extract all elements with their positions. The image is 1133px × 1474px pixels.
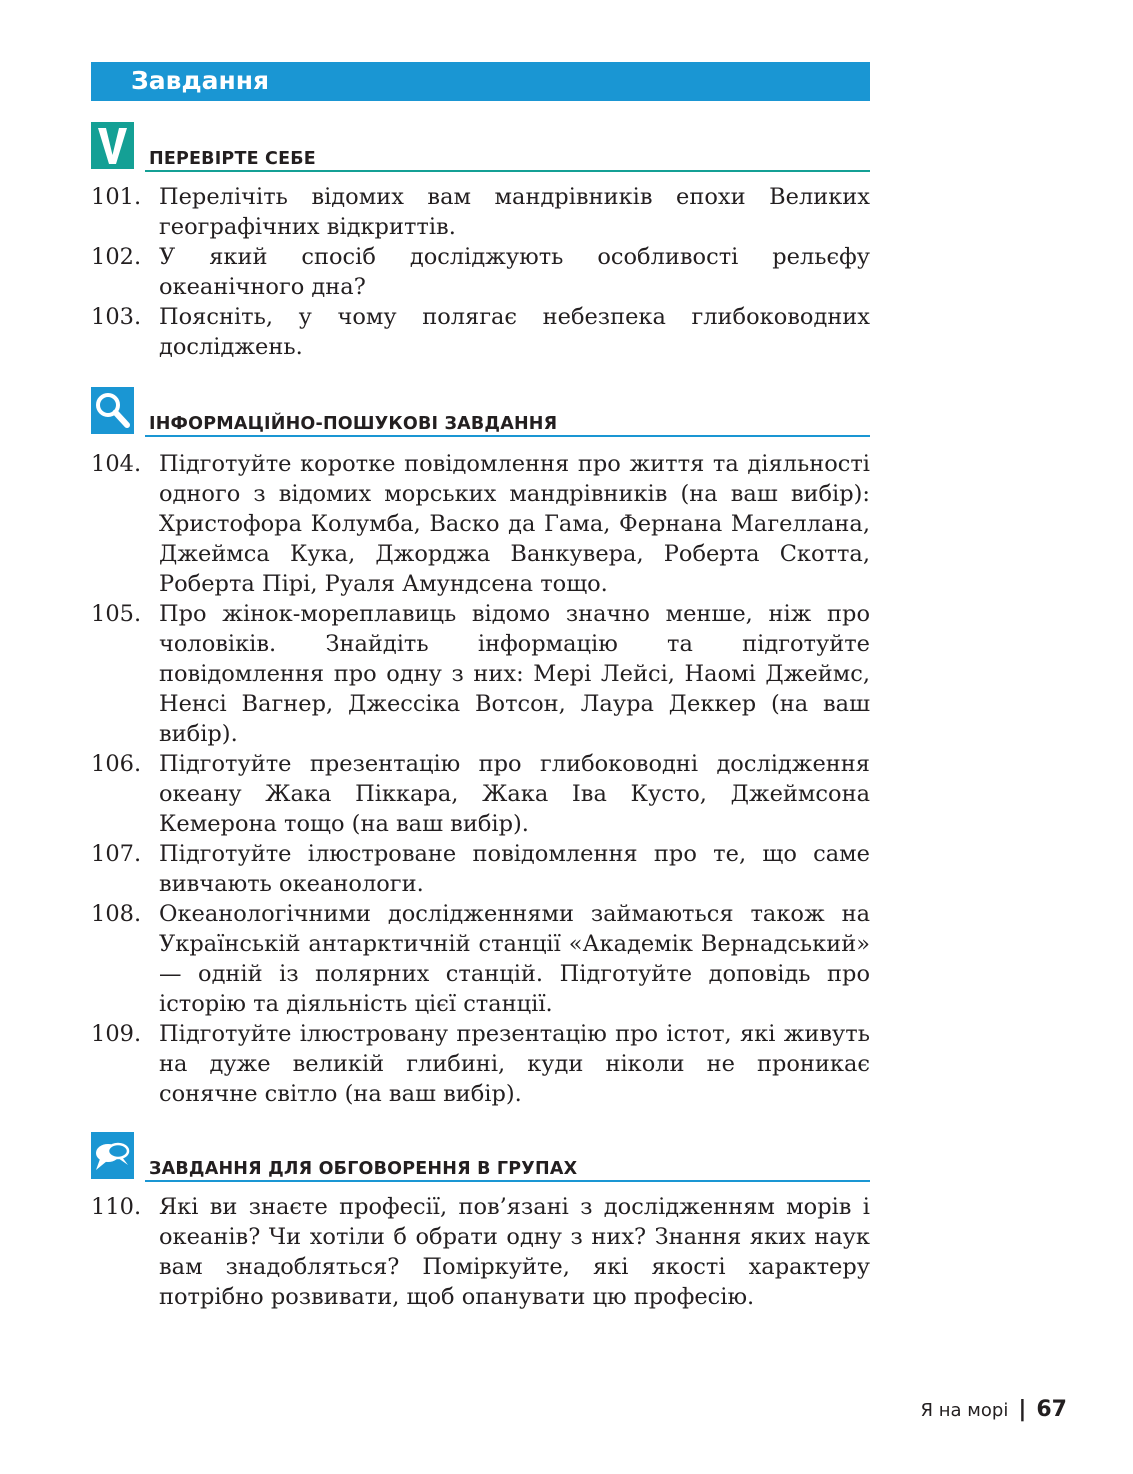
task-item bbox=[91, 599, 870, 749]
task-number: 107. bbox=[91, 841, 142, 867]
task-number: 105. bbox=[91, 601, 142, 627]
section-header bbox=[91, 122, 870, 172]
section-divider bbox=[145, 435, 870, 437]
footer-separator: | bbox=[1018, 1397, 1027, 1422]
task-item bbox=[91, 182, 870, 242]
task-item bbox=[91, 1019, 870, 1109]
task-text: Підготуйте презентацію про глибоководні дослідження океану Жака Піккара, Жака Іва Кусто, Джеймсона Кемерона тощо (на ваш вибір). bbox=[159, 751, 870, 837]
banner-title: Завдання bbox=[131, 66, 270, 95]
task-text: Підготуйте коротке повідомлення про життя та діяльності одного з відомих морських мандрівників (на ваш вибір): Христофора Колумба, Васко да Гама, Фернана Магеллана, Джеймса Кука, Джорджа Ванкувера, Роберта Скотта, Роберта Пірі, Руаля Амундсена тощо. bbox=[159, 451, 870, 597]
section-title: ІНФОРМАЦІЙНО-ПОШУКОВІ ЗАВДАННЯ bbox=[149, 414, 558, 434]
task-number: 104. bbox=[91, 451, 142, 477]
task-number: 108. bbox=[91, 901, 142, 927]
section-header bbox=[91, 1132, 870, 1182]
section-group-discussion bbox=[91, 1132, 870, 1312]
task-item bbox=[91, 839, 870, 899]
task-item bbox=[91, 449, 870, 599]
task-item bbox=[91, 1192, 870, 1312]
section-divider bbox=[145, 1180, 870, 1182]
task-number: 101. bbox=[91, 184, 142, 210]
task-text: Підготуйте ілюстроване повідомлення про те, що саме вивчають океанологи. bbox=[159, 841, 870, 897]
task-text: Які ви знаєте професії, пов’язані з дослідженням морів і океанів? Чи хотіли б обрати одну з них? Знання яких наук вам знадобляться? Поміркуйте, які якості характеру потрібно розвивати, щоб опанувати цю професію. bbox=[159, 1194, 870, 1310]
checkmark-icon bbox=[91, 122, 134, 169]
speech-bubbles-icon bbox=[91, 1132, 134, 1179]
tasks-banner bbox=[91, 62, 870, 101]
task-number: 109. bbox=[91, 1021, 142, 1047]
section-check-yourself bbox=[91, 122, 870, 362]
page-footer bbox=[921, 1397, 1067, 1422]
task-number: 102. bbox=[91, 244, 142, 270]
task-text: Океанологічними дослідженнями займаються також на Українській антарктичній станції «Академік Вернадський» — одній із полярних станцій. Підготуйте доповідь про історію та діяльність цієї станції. bbox=[159, 901, 870, 1017]
section-research-tasks bbox=[91, 387, 870, 1109]
task-text: Перелічіть відомих вам мандрівників епохи Великих географічних відкриттів. bbox=[159, 184, 870, 240]
task-item bbox=[91, 749, 870, 839]
section-header bbox=[91, 387, 870, 437]
task-number: 110. bbox=[91, 1194, 142, 1220]
magnifier-icon bbox=[91, 387, 134, 434]
task-number: 103. bbox=[91, 304, 142, 330]
task-text: Поясніть, у чому полягає небезпека глибоководних досліджень. bbox=[159, 304, 870, 360]
chapter-label: Я на морі bbox=[920, 1400, 1009, 1421]
task-text: Підготуйте ілюстровану презентацію про істот, які живуть на дуже великій глибині, куди ніколи не проникає сонячне світло (на ваш вибір). bbox=[159, 1021, 870, 1107]
task-item bbox=[91, 302, 870, 362]
task-number: 106. bbox=[91, 751, 142, 777]
section-title: ПЕРЕВІРТЕ СЕБЕ bbox=[149, 149, 316, 169]
page-number: 67 bbox=[1036, 1397, 1067, 1422]
task-item bbox=[91, 242, 870, 302]
section-divider bbox=[145, 170, 870, 172]
section-title: ЗАВДАННЯ ДЛЯ ОБГОВОРЕННЯ В ГРУПАХ bbox=[149, 1159, 578, 1179]
task-text: Про жінок-мореплавиць відомо значно менше, ніж про чоловіків. Знайдіть інформацію та підготуйте повідомлення про одну з них: Мері Лейсі, Наомі Джеймс, Ненсі Вагнер, Джессіка Вотсон, Лаура Деккер (на ваш вибір). bbox=[159, 601, 870, 747]
task-item bbox=[91, 899, 870, 1019]
task-text: У який спосіб досліджують особливості рельєфу океанічного дна? bbox=[159, 244, 870, 300]
